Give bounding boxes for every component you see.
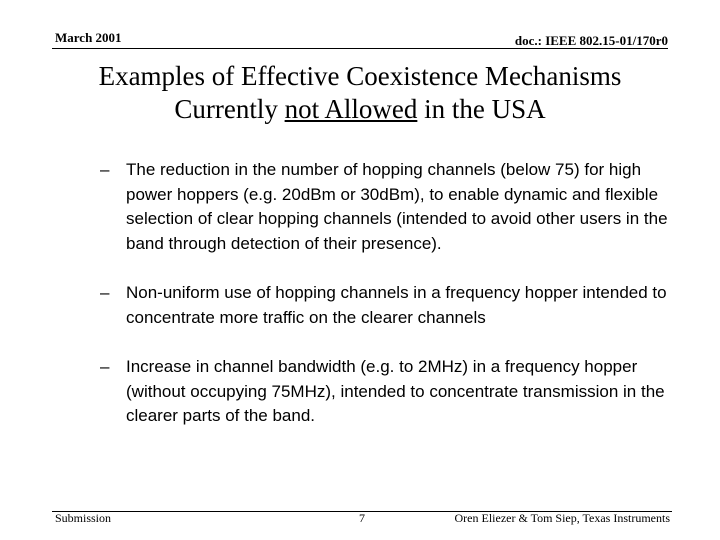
bullet-text: Increase in channel bandwidth (e.g. to 2MHz) in a frequency hopper (without occupying 75MHz), intended to concentrate transmission in the clearer parts of the band.	[126, 357, 665, 425]
bullet-text: Non-uniform use of hopping channels in a frequency hopper intended to concentrate more traffic on the clearer channels	[126, 283, 667, 327]
title-line-1: Examples of Effective Coexistence Mechanisms	[98, 61, 622, 91]
title-line-2	[20, 93, 700, 126]
header-divider	[52, 48, 668, 49]
bullet-item	[100, 355, 680, 429]
slide-title	[20, 60, 700, 126]
footer-authors: Oren Eliezer & Tom Siep, Texas Instruments	[454, 511, 670, 525]
bullet-dash: –	[100, 283, 110, 302]
footer-submission: Submission	[55, 511, 112, 525]
title-emphasis: not Allowed	[284, 94, 418, 124]
title-line-2-prefix: Currently	[174, 94, 285, 124]
page-number: 7	[359, 511, 365, 525]
bullet-item	[100, 158, 680, 256]
header-doc-id: doc.: IEEE 802.15-01/170r0	[514, 33, 668, 48]
bullet-dash: –	[100, 160, 110, 179]
title-line-2-suffix: in the USA	[417, 94, 546, 124]
bullet-dash: –	[100, 357, 110, 376]
bullet-item	[100, 281, 680, 330]
bullet-text: The reduction in the number of hopping channels (below 75) for high power hoppers (e.g. 20dBm or 30dBm), to enable dynamic and flexible selection of clear hopping channels (intended to avoid other users in the band through detection of their presence).	[126, 160, 668, 253]
bullet-list	[100, 158, 680, 454]
header-date: March 2001	[55, 30, 122, 45]
